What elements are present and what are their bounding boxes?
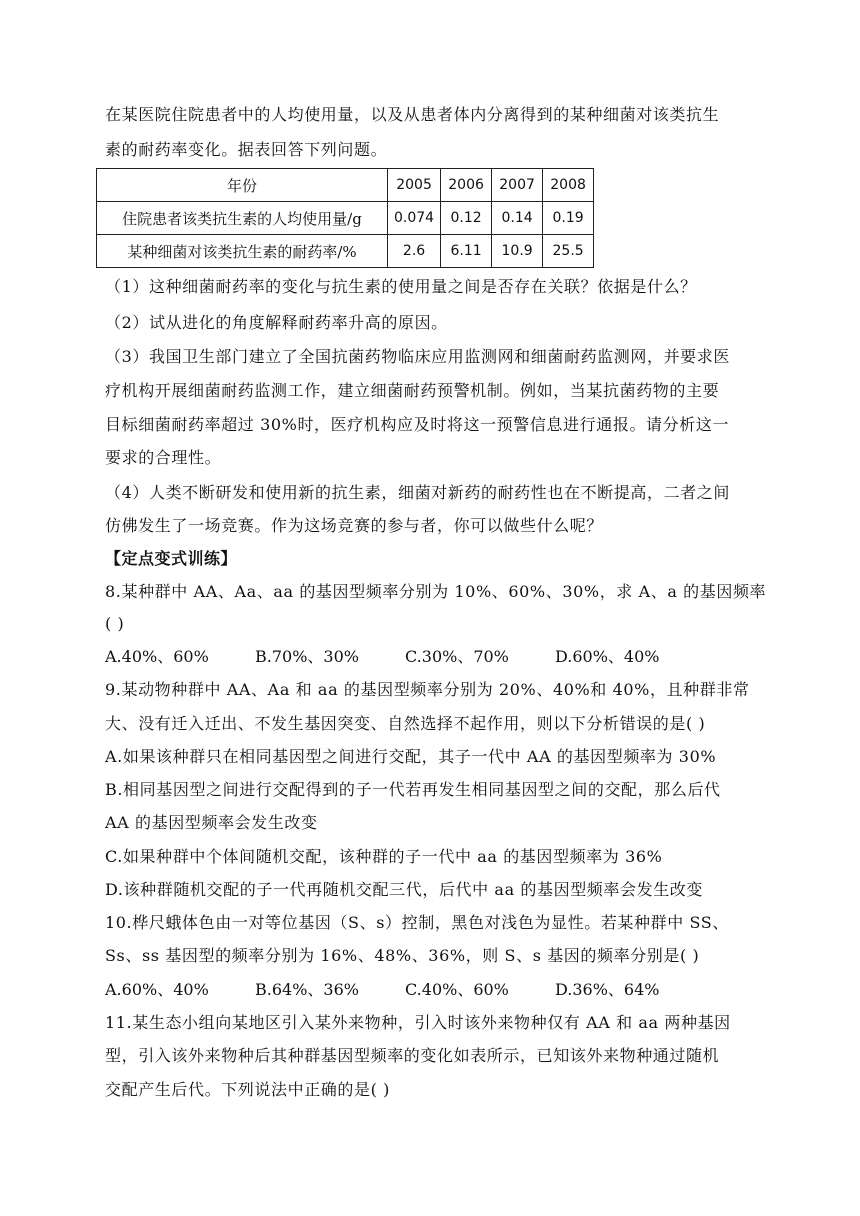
table-row-label: 某种细菌对该类抗生素的耐药率/% — [97, 235, 388, 268]
q11-stem-line-1: 11.某生态小组向某地区引入某外来物种，引入时该外来物种仅有 AA 和 aa 两种基因 — [105, 1013, 731, 1032]
q10-options — [105, 979, 659, 1001]
intro-line-1: 在某医院住院患者中的人均使用量，以及从患者体内分离得到的某种细菌对该类抗生 — [105, 105, 720, 124]
antibiotic-resistance-table — [96, 168, 594, 268]
q8-stem-line-2: ( ) — [105, 614, 125, 633]
q9-option-b-line-2: AA 的基因型频率会发生改变 — [105, 813, 318, 832]
q10-stem-line-2: Ss、ss 基因型的频率分别为 16%、48%、36%，则 S、s 基因的频率分别是( ) — [105, 946, 700, 965]
question-1: （1）这种细菌耐药率的变化与抗生素的使用量之间是否存在关联？依据是什么？ — [105, 277, 697, 296]
q11-stem-line-2: 型，引入该外来物种后其种群基因型频率的变化如表所示，已知该外来物种通过随机 — [105, 1046, 720, 1065]
table-cell: 0.19 — [543, 202, 594, 235]
q9-option-d: D.该种群随机交配的子一代再随机交配三代，后代中 aa 的基因型频率会发生改变 — [105, 880, 703, 899]
q11-stem-line-3: 交配产生后代。下列说法中正确的是( ) — [105, 1080, 390, 1099]
table-row-label: 住院患者该类抗生素的人均使用量/g — [97, 202, 388, 235]
q10-option-d: D.36%、64% — [555, 980, 660, 999]
question-3-line-3: 目标细菌耐药率超过 30%时，医疗机构应及时将这一预警信息进行通报。请分析这一 — [105, 415, 730, 434]
q8-option-b: B.70%、30% — [255, 647, 359, 666]
q9-option-c: C.如果种群中个体间随机交配，该种群的子一代中 aa 的基因型频率为 36% — [105, 847, 663, 866]
section-heading: 【定点变式训练】 — [105, 549, 238, 568]
question-3-line-2: 疗机构开展细菌耐药监测工作，建立细菌耐药预警机制。例如，当某抗菌药物的主要 — [105, 381, 720, 400]
question-3-line-1: （3）我国卫生部门建立了全国抗菌药物临床应用监测网和细菌耐药监测网，并要求医 — [105, 347, 730, 366]
table-cell: 6.11 — [441, 235, 492, 268]
q9-option-b-line-1: B.相同基因型之间进行交配得到的子一代若再发生相同基因型之间的交配，那么后代 — [105, 780, 721, 799]
q10-option-c: C.40%、60% — [405, 980, 509, 999]
q8-option-a: A.40%、60% — [105, 647, 209, 666]
q10-option-a: A.60%、40% — [105, 980, 209, 999]
table-header-year: 2007 — [492, 169, 543, 202]
q8-options — [105, 646, 659, 668]
table-cell: 25.5 — [543, 235, 594, 268]
q8-option-c: C.30%、70% — [405, 647, 509, 666]
table-header-label: 年份 — [97, 169, 388, 202]
q9-stem-line-2: 大、没有迁入迁出、不发生基因突变、自然选择不起作用，则以下分析错误的是( ) — [105, 714, 706, 733]
table-cell: 0.14 — [492, 202, 543, 235]
q8-option-d: D.60%、40% — [555, 647, 660, 666]
table-header-year: 2008 — [543, 169, 594, 202]
table-header-year: 2005 — [388, 169, 441, 202]
question-4-line-1: （4）人类不断研发和使用新的抗生素，细菌对新药的耐药性也在不断提高，二者之间 — [105, 483, 730, 502]
q10-stem-line-1: 10.桦尺蛾体色由一对等位基因（S、s）控制，黑色对浅色为显性。若某种群中 SS、 — [105, 913, 729, 932]
question-3-line-4: 要求的合理性。 — [105, 448, 222, 467]
q8-stem-line-1: 8.某种群中 AA、Aa、aa 的基因型频率分别为 10%、60%、30%，求 A、a 的基因频率 — [105, 582, 767, 601]
q9-option-a: A.如果该种群只在相同基因型之间进行交配，其子一代中 AA 的基因型频率为 30% — [105, 747, 717, 766]
q10-option-b: B.64%、36% — [255, 980, 359, 999]
table-row — [97, 235, 594, 268]
question-4-line-2: 仿佛发生了一场竞赛。作为这场竞赛的参与者，你可以做些什么呢？ — [105, 516, 604, 535]
table-cell: 0.12 — [441, 202, 492, 235]
table-header-row — [97, 169, 594, 202]
question-2: （2）试从进化的角度解释耐药率升高的原因。 — [105, 313, 448, 332]
intro-line-2: 素的耐药率变化。据表回答下列问题。 — [105, 140, 388, 159]
table-cell: 0.074 — [388, 202, 441, 235]
table-row — [97, 202, 594, 235]
table-header-year: 2006 — [441, 169, 492, 202]
q9-stem-line-1: 9.某动物种群中 AA、Aa 和 aa 的基因型频率分别为 20%、40%和 40%，且种群非常 — [105, 680, 750, 699]
table-cell: 10.9 — [492, 235, 543, 268]
table-cell: 2.6 — [388, 235, 441, 268]
